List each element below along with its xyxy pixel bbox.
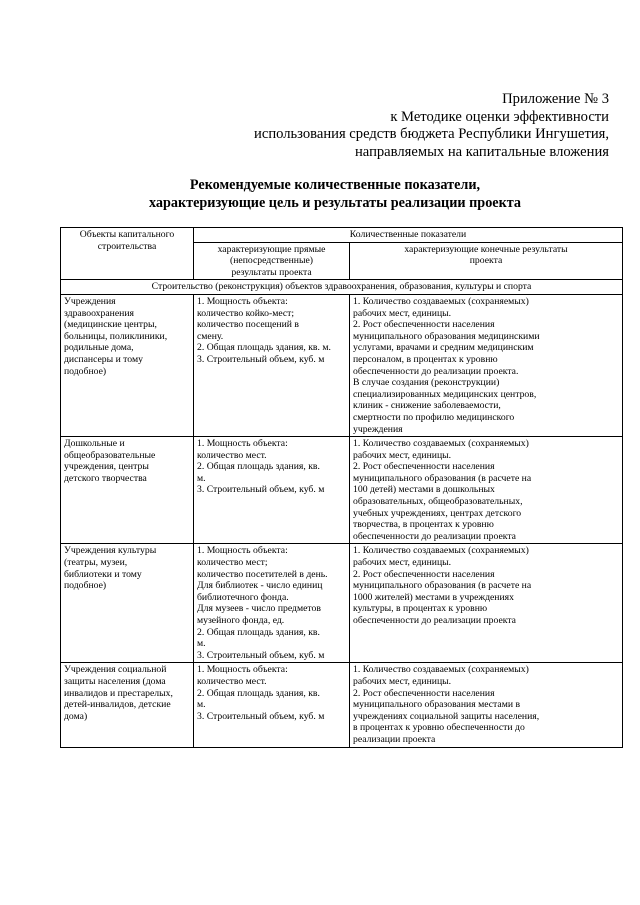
cell-object: [61, 663, 194, 747]
cell-line: м.: [197, 699, 206, 711]
cell-object: [61, 544, 194, 663]
cell-line: 2. Общая площадь здания, кв.: [197, 687, 320, 699]
cell-line: дома): [64, 710, 88, 722]
cell-direct: [194, 437, 350, 544]
cell-line: рабочих мест, единицы.: [353, 307, 452, 319]
cell-line: защиты населения (дома: [64, 675, 166, 687]
document-title: [40, 177, 630, 212]
cell-line: культуры, в процентах к уровню: [353, 603, 488, 615]
cell-line: 2. Общая площадь здания, кв.: [197, 461, 320, 473]
cell-line: обеспеченности до реализации проекта: [353, 530, 516, 542]
cell-line: Учреждения социальной: [64, 664, 167, 676]
cell-line: смертности по профилю медицинского: [353, 411, 515, 423]
header-indicators: [194, 228, 623, 243]
cell-final: [350, 663, 623, 747]
cell-line: количество посещений в: [197, 319, 299, 331]
cell-direct: [194, 544, 350, 663]
header-text: проекта: [469, 255, 503, 267]
cell-direct: [194, 294, 350, 436]
cell-line: 3. Строительный объем, куб. м: [197, 484, 325, 496]
header-text: характеризующие конечные результаты: [404, 243, 568, 255]
cell-line: Учреждения культуры: [64, 545, 157, 557]
cell-line: 100 детей) местами в дошкольных: [353, 484, 495, 496]
cell-line: больницы, поликлиники,: [64, 330, 168, 342]
table-row: [61, 544, 623, 663]
cell-line: в процентах к уровню обеспеченности до: [353, 722, 525, 734]
indicators-table: [60, 227, 623, 748]
header-final: [350, 242, 623, 280]
cell-final: [350, 544, 623, 663]
cell-line: количество посетителей в день.: [197, 568, 328, 580]
table-row: [61, 437, 623, 544]
cell-line: 1. Мощность объекта:: [197, 438, 288, 450]
cell-line: подобное): [64, 580, 107, 592]
cell-line: обеспеченности до реализации проекта: [353, 615, 516, 626]
table-row: [61, 294, 623, 436]
table-section-row: [61, 280, 623, 295]
cell-line: количество мест.: [197, 449, 267, 461]
cell-line: 2. Общая площадь здания, кв. м.: [197, 342, 331, 354]
cell-line: учреждения, центры: [64, 461, 149, 473]
appendix-line: направляемых на капитальные вложения: [354, 143, 609, 160]
header-text: (непосредственные): [230, 255, 313, 267]
cell-line: Для библиотек - число единиц: [197, 580, 323, 592]
cell-line: детского творчества: [64, 472, 147, 484]
header-objects: [61, 228, 194, 280]
cell-line: рабочих мест, единицы.: [353, 449, 452, 461]
cell-object: [61, 437, 194, 544]
cell-line: специализированных медицинских центров,: [353, 388, 537, 400]
cell-line: родильные дома,: [64, 342, 134, 354]
cell-line: муниципального образования (в расчете на: [353, 580, 532, 592]
cell-line: 2. Общая площадь здания, кв.: [197, 626, 320, 638]
cell-line: учреждения: [353, 423, 403, 435]
table-row: [61, 663, 623, 747]
header-text: характеризующие прямые: [217, 243, 326, 255]
cell-line: 2. Рост обеспеченности населения: [353, 461, 495, 473]
cell-line: учебных учреждениях, центрах детского: [353, 507, 522, 519]
cell-line: м.: [197, 472, 206, 484]
cell-line: муниципального образования медицинскими: [353, 330, 540, 342]
cell-line: 1. Количество создаваемых (сохраняемых): [353, 545, 529, 557]
cell-line: количество мест.: [197, 675, 267, 687]
cell-line: Учреждения: [64, 295, 116, 307]
table-header-row: [61, 228, 623, 243]
cell-line: 2. Рост обеспеченности населения: [353, 568, 495, 580]
cell-line: смену.: [197, 330, 224, 342]
cell-line: 1. Мощность объекта:: [197, 664, 288, 676]
cell-line: клиник - снижение заболеваемости,: [353, 400, 501, 412]
appendix-line: к Методике оценки эффективности: [390, 108, 609, 125]
header-text: строительства: [97, 240, 157, 252]
cell-line: образовательных, общеобразовательных,: [353, 496, 523, 508]
cell-line: обеспеченности до реализации проекта.: [353, 365, 519, 377]
cell-line: 3. Строительный объем, куб. м: [197, 710, 325, 722]
cell-line: рабочих мест, единицы.: [353, 557, 452, 569]
cell-line: В случае создания (реконструкции): [353, 377, 500, 389]
cell-line: 1. Мощность объекта:: [197, 295, 288, 307]
cell-line: 1000 жителей) местами в учреждениях: [353, 591, 514, 603]
header-direct: [194, 242, 350, 280]
cell-line: услугами, врачами и средним медицинским: [353, 342, 534, 354]
cell-line: Дошкольные и: [64, 438, 125, 450]
cell-line: 3. Строительный объем, куб. м: [197, 353, 325, 365]
cell-line: (театры, музеи,: [64, 557, 128, 569]
cell-direct: [194, 663, 350, 747]
appendix-header: [189, 91, 609, 161]
cell-line: 1. Количество создаваемых (сохраняемых): [353, 664, 529, 676]
title-line: характеризующие цель и результаты реализации проекта: [148, 194, 521, 211]
cell-line: подобное): [64, 365, 107, 377]
title-line: Рекомендуемые количественные показатели,: [189, 177, 481, 193]
cell-line: 2. Рост обеспеченности населения: [353, 687, 495, 699]
cell-line: творчества, в процентах к уровню: [353, 519, 494, 531]
cell-line: реализации проекта: [353, 733, 436, 745]
header-text: Объекты капитального: [79, 229, 175, 240]
cell-line: муниципального образования (в расчете на: [353, 472, 532, 484]
cell-line: общеобразовательные: [64, 449, 156, 461]
cell-line: рабочих мест, единицы.: [353, 675, 452, 687]
cell-line: 1. Количество создаваемых (сохраняемых): [353, 295, 529, 307]
cell-line: (медицинские центры,: [64, 319, 157, 331]
section-title: Строительство (реконструкция) объектов здравоохранения, образования, культуры и спорта: [61, 280, 623, 295]
header-text: Количественные показатели: [349, 229, 467, 240]
cell-final: [350, 437, 623, 544]
cell-line: инвалидов и престарелых,: [64, 687, 173, 699]
cell-line: библиотеки и тому: [64, 568, 142, 580]
cell-line: муниципального образования местами в: [353, 699, 521, 711]
cell-line: учреждениях социальной защиты населения,: [353, 710, 540, 722]
cell-line: Для музеев - число предметов: [197, 603, 321, 615]
cell-line: количество койко-мест;: [197, 307, 295, 319]
cell-line: музейного фонда, ед.: [197, 615, 285, 626]
cell-final: [350, 294, 623, 436]
cell-object: [61, 294, 194, 436]
cell-line: 1. Мощность объекта:: [197, 545, 288, 557]
appendix-line: использования средств бюджета Республики Ингушетия,: [254, 126, 609, 142]
cell-line: м.: [197, 638, 206, 650]
cell-line: персоналом, в процентах к уровню: [353, 353, 498, 365]
cell-line: здравоохранения: [64, 307, 134, 319]
header-text: результаты проекта: [231, 266, 312, 278]
cell-line: детей-инвалидов, детские: [64, 699, 171, 711]
cell-line: библиотечного фонда.: [197, 591, 289, 603]
cell-line: 2. Рост обеспеченности населения: [353, 319, 495, 331]
cell-line: диспансеры и тому: [64, 353, 143, 365]
cell-line: 3. Строительный объем, куб. м: [197, 649, 325, 661]
appendix-line: Приложение № 3: [502, 91, 609, 107]
cell-line: 1. Количество создаваемых (сохраняемых): [353, 438, 529, 450]
cell-line: количество мест;: [197, 557, 268, 569]
